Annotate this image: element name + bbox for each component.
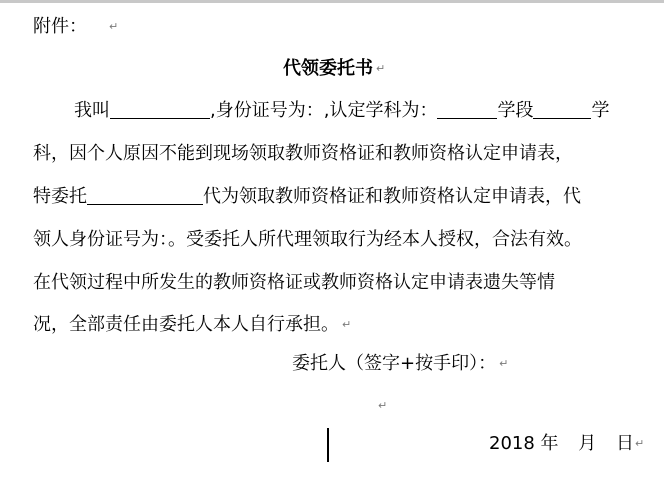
signature-label: 委托人（签字+按手印）：	[292, 353, 497, 374]
body-text: 我叫	[74, 100, 110, 121]
date-year: 2018	[489, 433, 535, 454]
body-line-3	[33, 185, 581, 209]
body-text: 在代领过程中所发生的教师资格证或教师资格认定申请表遗失等情	[33, 272, 555, 293]
body-text: ,身份证号为：,认定学科为：	[210, 100, 438, 121]
date-year-unit: 年	[540, 433, 559, 454]
paragraph-mark-icon: ↵	[342, 318, 352, 331]
date-day-unit: 日	[616, 433, 635, 454]
date-month-unit: 月	[578, 433, 597, 454]
name-blank[interactable]	[110, 100, 210, 119]
subject-blank[interactable]	[437, 100, 497, 119]
body-text: 学段	[497, 100, 534, 121]
body-line-2	[33, 142, 573, 166]
body-line-1	[74, 99, 609, 123]
body-text: 代为领取教师资格证和教师资格认定申请表，代	[203, 186, 581, 207]
body-text: 科，因个人原因不能到现场领取教师资格证和教师资格认定申请表，	[33, 143, 573, 164]
agent-name-blank[interactable]	[87, 186, 203, 205]
body-text: 领人身份证号为：。受委托人所代理领取行为经本人授权，合法有效。	[33, 229, 582, 250]
body-text: 学	[591, 100, 610, 121]
document-title	[283, 57, 385, 83]
attachment-label: 附件：	[33, 16, 87, 37]
date-line	[489, 432, 644, 456]
title-text: 代领委托书	[283, 58, 373, 79]
text-cursor	[327, 428, 329, 462]
paragraph-mark-icon: ↵	[499, 357, 509, 370]
body-line-6	[33, 313, 351, 337]
paragraph-mark-icon: ↵	[635, 437, 645, 450]
attachment-line	[33, 15, 118, 39]
paragraph-mark-icon: ↵	[378, 399, 388, 412]
paragraph-mark-icon: ↵	[376, 62, 386, 75]
body-text: 特委托	[33, 186, 87, 207]
stage-blank[interactable]	[533, 100, 591, 119]
body-line-5	[33, 271, 555, 295]
body-text: 况，全部责任由委托人本人自行承担。	[33, 314, 339, 335]
ruler-edge	[0, 0, 664, 3]
signature-line	[292, 352, 508, 376]
body-line-4	[33, 228, 582, 252]
paragraph-mark-icon: ↵	[109, 20, 119, 33]
empty-paragraph	[375, 394, 387, 418]
